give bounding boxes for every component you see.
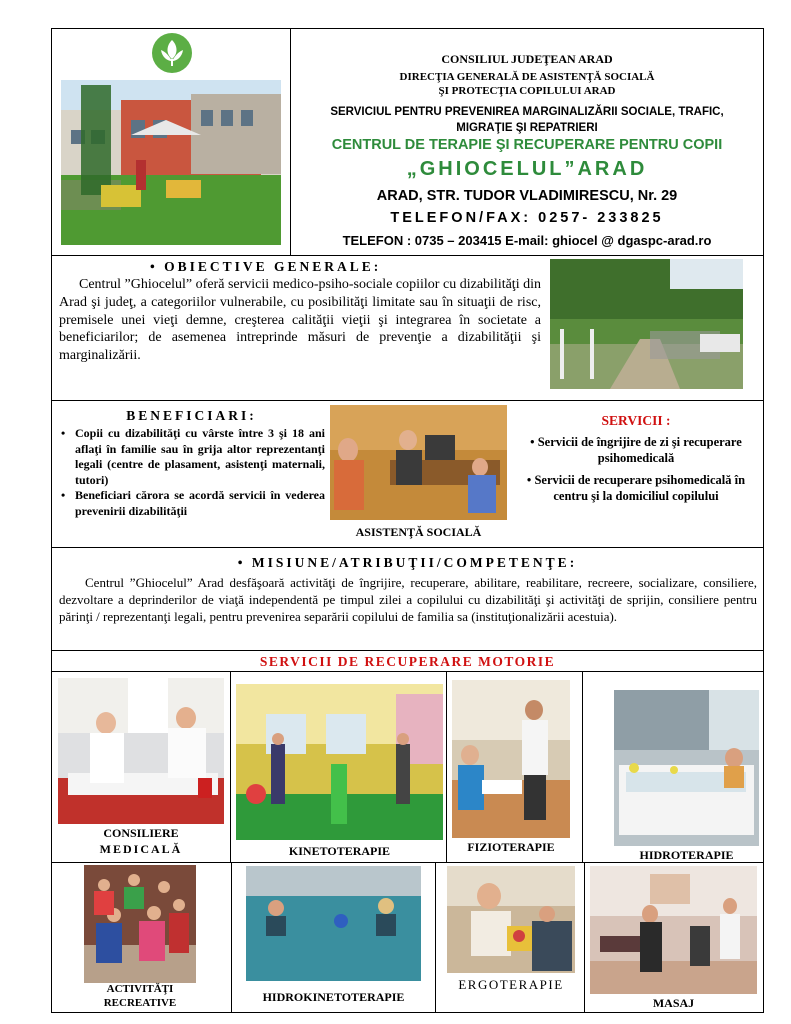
service-item-home-recovery: • Servicii de recuperare psihomedicală în centru şi la domiciliul copilului: [516, 472, 756, 504]
medical-counseling-caption-2: MEDICALĂ: [99, 842, 183, 856]
row-divider-5: [51, 671, 764, 672]
mission-text: Centrul ”Ghiocelul” Arad desfăşoară activităţi de îngrijire, recuperare, abilitare, reabilitare, recreere, socializare, consiliere, dezvoltare a deprinderilor de viaţă independentă pe timpul zilei a copilului cu dizabilităţi şi activităţi de sprijin, consiliere pentru părinţi / reprezentanţi legali, pentru prevenirea separării copilului de familia sa (instituţionalizării acestuia).: [59, 575, 757, 625]
mission-title: • MISIUNE/ATRIBUŢII/COMPETENŢE:: [237, 555, 578, 570]
col-divider-e: [435, 862, 436, 1013]
beneficiaries-title: BENEFICIARI:: [126, 408, 257, 423]
kinetotherapy-caption: KINETOTERAPIE: [288, 844, 391, 858]
physiotherapy-caption: FIZIOTERAPIE: [467, 840, 555, 854]
center-address: ARAD, STR. TUDOR VLADIMIRESCU, Nr. 29: [376, 188, 678, 204]
beneficiaries-list: [55, 426, 325, 520]
col-divider-b: [446, 671, 447, 862]
occupational-therapy-caption: ERGOTERAPIE: [458, 977, 564, 992]
directorate-heading-cont: ŞI PROTECŢIA COPILULUI ARAD: [438, 85, 616, 97]
phone-fax: TELEFON/FAX: 0257- 233825: [390, 210, 664, 226]
recreative-activities-caption: ACTIVITĂŢI: [106, 983, 174, 995]
massage-photo: [590, 866, 757, 994]
hydrokinetotherapy-photo: [246, 866, 421, 981]
recreative-activities-caption-2: RECREATIVE: [103, 997, 177, 1009]
center-title: „GHIOCELUL”ARAD: [406, 158, 648, 180]
header-divider: [290, 28, 291, 255]
hydrokinetotherapy-caption: HIDROKINETOTERAPIE: [262, 990, 405, 1004]
recovery-title: SERVICII DE RECUPERARE MOTORIE: [259, 654, 556, 669]
garden-entrance-photo: [550, 259, 743, 389]
row-divider-4: [51, 650, 764, 651]
objectives-text: Centrul ”Ghiocelul” oferă servicii medico-psiho-sociale copiilor cu dizabilităţi din Arad şi judeţ, a categoriilor vulnerabile, cu posibilităţi limitate sau în situaţii de risc, premisele unei vieţi demne, creşterea calităţii vieţii şi integrarea în societate a beneficiarilor; de asemenea intreprinde măsuri de prevenţie a dizabilităţii şi marginalizării.: [59, 277, 541, 364]
social-assistance-caption: ASISTENŢĂ SOCIALĂ: [355, 525, 482, 539]
medical-counseling-caption: CONSILIERE: [103, 826, 179, 840]
flower-logo-icon: [151, 32, 193, 74]
recreative-activities-photo: [84, 865, 196, 983]
services-title: SERVICII :: [601, 413, 671, 428]
row-divider-2: [51, 400, 764, 401]
directorate-heading: DIRECŢIA GENERALĂ DE ASISTENŢĂ SOCIALĂ: [399, 71, 655, 83]
physiotherapy-photo: [452, 680, 570, 838]
col-divider-d: [231, 862, 232, 1013]
col-divider-c: [582, 671, 583, 862]
services-list: [516, 434, 756, 504]
social-assistance-photo: [330, 405, 507, 520]
service-heading-cont: MIGRAŢIE ŞI REPATRIERI: [456, 122, 598, 134]
row-divider-1: [51, 255, 764, 256]
massage-caption: MASAJ: [652, 996, 695, 1010]
kinetotherapy-photo: [236, 684, 443, 840]
occupational-therapy-photo: [447, 866, 575, 973]
beneficiary-item-children: • Copii cu dizabilităţi cu vârste între 3 şi 18 ani aflaţi în familie sau în grija altor reprezentanţi legali (centre de plasament, asistenţi maternali, tutori): [55, 426, 325, 488]
county-council-heading: CONSILIUL JUDEŢEAN ARAD: [441, 52, 613, 66]
hydrotherapy-photo: [614, 690, 759, 846]
contact-line: TELEFON : 0735 – 203415 E-mail: ghiocel @ dgaspc-arad.ro: [342, 233, 712, 248]
hydrotherapy-caption: HIDROTERAPIE: [639, 848, 734, 862]
beneficiary-item-prevention: • Beneficiari cărora se acordă servicii în vederea prevenirii dizabilităţii: [55, 488, 325, 519]
col-divider-a: [230, 671, 231, 862]
medical-counseling-photo: [58, 678, 224, 824]
objectives-title: • OBIECTIVE GENERALE:: [150, 259, 382, 274]
service-heading: SERVICIUL PENTRU PREVENIREA MARGINALIZĂRII SOCIALE, TRAFIC,: [330, 106, 724, 118]
col-divider-f: [584, 862, 585, 1013]
center-building-photo: [61, 80, 281, 245]
row-divider-3: [51, 547, 764, 548]
service-item-day-care: • Servicii de îngrijire de zi şi recuperare psihomedicală: [516, 434, 756, 466]
center-name: CENTRUL DE TERAPIE ŞI RECUPERARE PENTRU COPII: [331, 137, 723, 153]
